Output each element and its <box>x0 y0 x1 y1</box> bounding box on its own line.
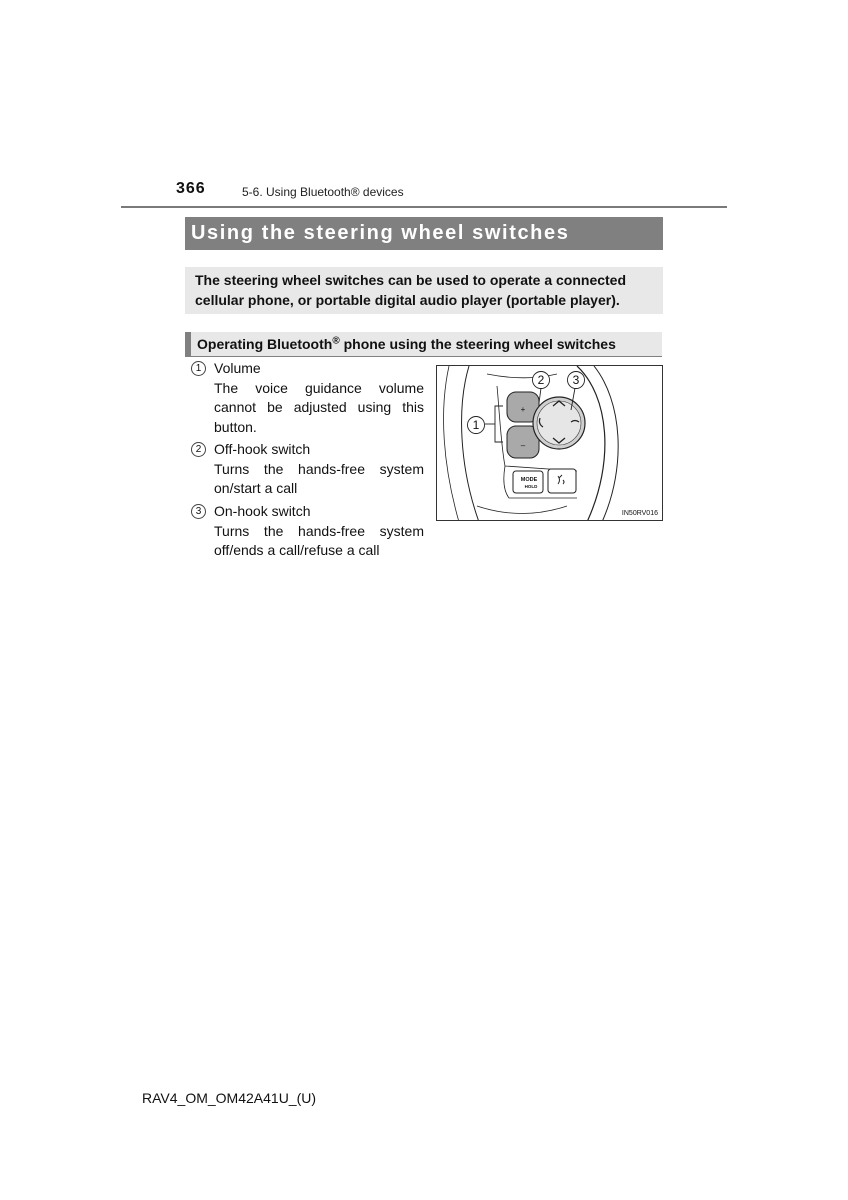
list-item <box>191 502 424 561</box>
subheading-rule <box>185 356 662 357</box>
item-title: Off-hook switch <box>214 441 311 457</box>
intro-box: The steering wheel switches can be used to operate a connected cellular phone, or portable digital audio player (portable player). <box>185 267 663 314</box>
figure-code: IN50RV016 <box>621 510 658 517</box>
item-number: 1 <box>191 361 206 376</box>
mode-label: MODE <box>520 477 538 483</box>
registered-mark: ® <box>332 335 340 347</box>
item-title: On-hook switch <box>214 503 311 519</box>
section-title: Using the steering wheel switches <box>185 217 663 250</box>
hold-label: HOLD <box>524 484 538 489</box>
steering-switch-illustration <box>437 366 663 521</box>
item-number: 2 <box>191 442 206 457</box>
callout-3-label: 3 <box>572 373 580 387</box>
item-description: The voice guidance volume cannot be adjusted using this button. <box>214 379 424 435</box>
item-title: Volume <box>214 360 261 376</box>
subheading-suffix: phone using the steering wheel switches <box>339 336 616 352</box>
page-number: 366 <box>176 180 206 197</box>
subheading <box>185 332 662 356</box>
list-item <box>191 359 424 437</box>
footer-doc-code: RAV4_OM_OM42A41U_(U) <box>142 1090 317 1106</box>
callout-1-label: 1 <box>472 418 480 432</box>
item-description: Turns the hands-free system on/start a call <box>214 460 424 496</box>
voice-button <box>548 469 576 493</box>
subheading-prefix: Operating Bluetooth <box>197 336 333 352</box>
steering-switch-figure <box>436 365 663 521</box>
section-path: 5-6. Using Bluetooth® devices <box>242 185 404 199</box>
item-number: 3 <box>191 504 206 519</box>
callout-2-label: 2 <box>537 373 545 387</box>
volume-down-symbol: – <box>520 441 526 450</box>
item-description: Turns the hands-free system off/ends a call/refuse a call <box>214 522 424 558</box>
header-rule <box>121 206 727 208</box>
list-item <box>191 440 424 499</box>
volume-up-symbol: + <box>520 405 526 414</box>
